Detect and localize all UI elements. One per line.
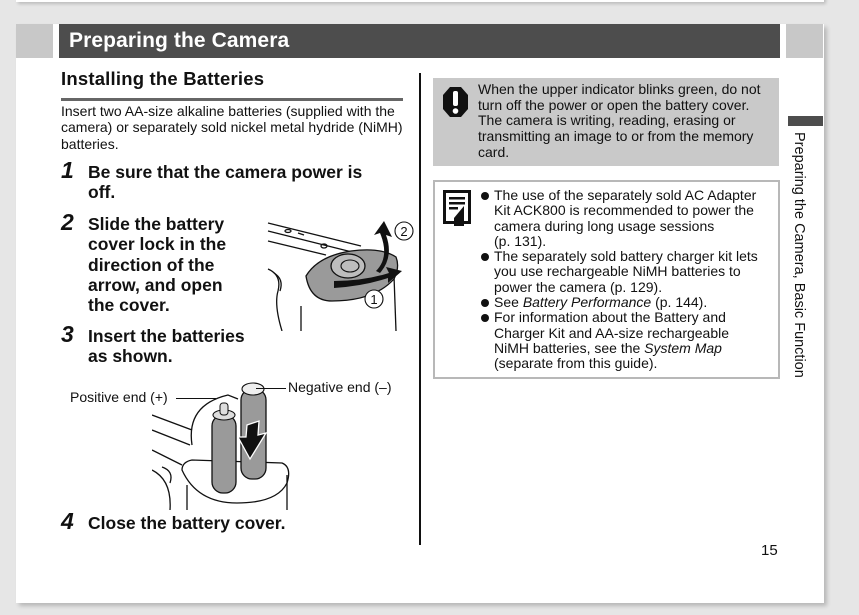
step-line: direction of the <box>88 254 215 275</box>
negative-leader-line <box>256 388 286 389</box>
note-item <box>481 249 773 295</box>
side-tab-marker <box>788 116 823 126</box>
battery-cover-illustration <box>266 211 416 331</box>
note-line: Kit ACK800 is recommended to power the <box>494 202 754 219</box>
step-text <box>88 326 245 367</box>
header-left-block <box>16 24 53 58</box>
step-line: the cover. <box>88 295 170 316</box>
note-line: Charger Kit and AA-size rechargeable <box>494 324 730 341</box>
note-line: power the camera (p. 129). <box>494 278 663 295</box>
side-tab-label: Preparing the Camera, Basic Function <box>791 132 807 378</box>
caution-line: The camera is writing, reading, erasing or <box>478 112 736 129</box>
bullet-icon <box>481 299 489 307</box>
note-item <box>481 310 773 371</box>
bullet-icon <box>481 314 489 322</box>
note-line <box>494 295 773 310</box>
step-text <box>88 214 226 315</box>
bullet-icon <box>481 192 489 200</box>
note-list <box>481 188 773 372</box>
note-line: The separately sold battery charger kit lets <box>494 248 758 265</box>
note-line: (separate from this guide). <box>494 355 658 372</box>
step-number: 1 <box>61 157 74 183</box>
step-line: arrow, and open <box>88 274 223 295</box>
caution-box <box>433 78 779 166</box>
step-number: 4 <box>61 508 74 534</box>
note-line: (p. 131). <box>494 232 547 249</box>
step-number: 3 <box>61 321 74 347</box>
step-line: Be sure that the camera power is <box>88 162 363 182</box>
note-item <box>481 295 773 310</box>
chapter-header-bar <box>59 24 780 58</box>
step-number: 2 <box>61 209 74 235</box>
memo-pencil-icon <box>443 190 471 226</box>
cross-reference-title: System Map <box>644 339 722 356</box>
step-line: Close the battery cover. <box>88 513 286 533</box>
step-text <box>88 162 362 203</box>
positive-leader-line <box>176 398 216 399</box>
caution-line: transmitting an image to or from the memory <box>478 128 754 145</box>
step-line: cover lock in the <box>88 234 227 255</box>
note-line: you use rechargeable NiMH batteries to <box>494 263 741 280</box>
batteries-drawing-icon <box>152 375 312 510</box>
caution-line: card. <box>478 143 510 160</box>
caution-exclamation-icon <box>442 86 469 118</box>
header-right-block <box>786 24 823 58</box>
section-title: Installing the Batteries <box>61 68 265 89</box>
section-rule <box>61 98 403 101</box>
step-line: Slide the battery <box>88 214 225 234</box>
note-box <box>433 180 780 379</box>
positive-end-label: Positive end (+) <box>70 389 168 405</box>
bullet-icon <box>481 253 489 261</box>
note-text: (p. 144). <box>651 294 708 311</box>
caution-text <box>478 82 774 161</box>
intro-paragraph: Insert two AA-size alkaline batteries (supplied with the camera) or separately sold nickel metal hydride (NiMH) batteries. <box>61 103 403 152</box>
note-text: NiMH batteries, see the <box>494 339 645 356</box>
battery-insert-illustration <box>152 375 312 510</box>
step-line: off. <box>88 182 116 203</box>
svg-text:1: 1 <box>370 292 378 307</box>
page-number: 15 <box>761 542 778 559</box>
step-line: Insert the batteries <box>88 326 245 346</box>
note-item <box>481 188 773 249</box>
note-line: camera during long usage sessions <box>494 217 715 234</box>
manual-page <box>16 24 824 603</box>
chapter-title: Preparing the Camera <box>69 29 290 52</box>
note-line: The use of the separately sold AC Adapter <box>494 187 757 203</box>
cross-reference-title: Battery Performance <box>522 294 652 311</box>
step-text <box>88 513 285 533</box>
note-text: See <box>494 294 523 311</box>
note-line: For information about the Battery and <box>494 309 726 326</box>
previous-page-edge <box>16 0 824 2</box>
note-line <box>494 341 773 356</box>
caution-line: turn off the power or open the battery cover. <box>478 96 750 113</box>
svg-text:2: 2 <box>400 224 408 239</box>
negative-end-label: Negative end (–) <box>288 379 392 395</box>
camera-cover-drawing-icon <box>266 211 416 331</box>
step-line: as shown. <box>88 346 173 367</box>
caution-line: When the upper indicator blinks green, do not <box>478 81 761 97</box>
column-divider <box>419 73 421 545</box>
